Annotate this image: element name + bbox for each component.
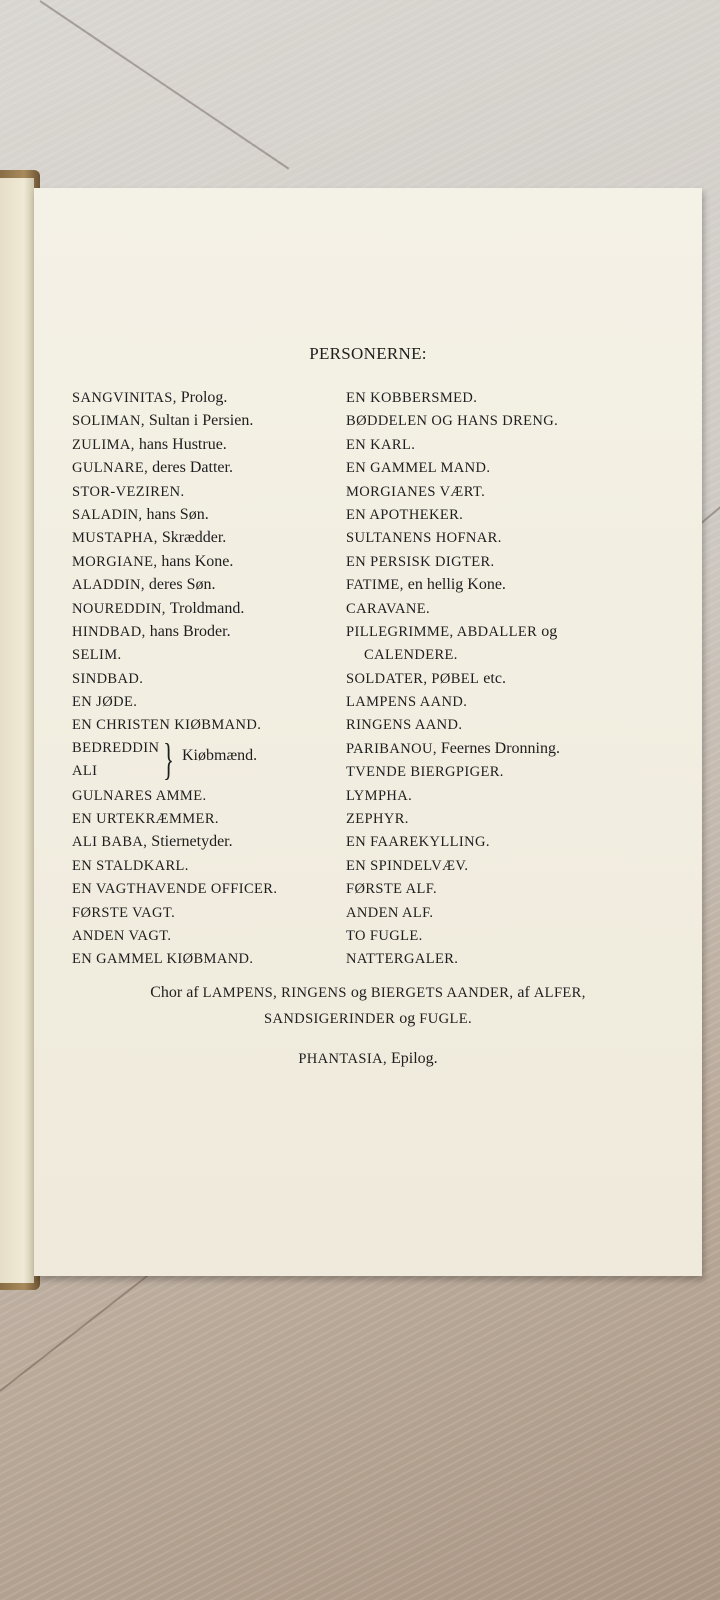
cast-entry [72,480,342,503]
character-name: EN SPINDELVÆV. [346,857,469,874]
cast-entry [346,830,696,853]
curly-brace: } [163,734,174,784]
character-name: ALI [72,763,98,780]
cast-entry [346,433,696,456]
cast-entry [346,526,696,549]
character-name: PILLEGRIMME, ABDALLER [346,623,538,640]
cast-entry [346,713,696,736]
cast-entry [72,924,342,947]
character-name: PARIBANOU, [346,740,437,757]
cast-entry [346,924,696,947]
cast-entry [72,409,342,432]
cast-entry [346,409,696,432]
character-name: EN FAAREKYLLING. [346,834,490,851]
character-description: deres Søn. [148,576,216,594]
character-description: Troldmand. [169,599,245,617]
character-name: STOR-VEZIREN. [72,483,185,500]
character-name: NOUREDDIN, [72,600,166,617]
cast-entry [72,456,342,479]
cast-entry [72,830,342,853]
character-name: BØDDELEN OG HANS DRENG. [346,413,559,430]
character-name: ALI BABA, [72,834,148,851]
character-name: GULNARE, [72,460,149,477]
character-name: SINDBAD. [72,670,144,687]
cast-entry [72,667,342,690]
character-name: SULTANENS HOFNAR. [346,530,502,547]
cast-entry [72,947,342,970]
cast-entry [72,784,342,807]
character-name: ZULIMA, [72,436,135,453]
character-name: ANDEN ALF. [346,904,434,921]
cast-entry [72,573,342,596]
character-name: EN GAMMEL MAND. [346,460,491,477]
character-name: EN URTEKRÆMMER. [72,811,219,828]
character-name: EN CHRISTEN KIØBMAND. [72,717,262,734]
character-name: SOLDATER, PØBEL [346,670,480,687]
character-name: SALADIN, [72,506,143,523]
cast-entry [72,877,342,900]
cast-entry [346,947,696,970]
book-page [34,188,702,1276]
cast-entry [72,854,342,877]
character-name: BEDREDDIN [72,739,160,756]
character-name: EN GAMMEL KIØBMAND. [72,951,254,968]
page-title: PERSONERNE: [309,344,427,363]
cast-entry [346,480,696,503]
cast-entry [346,386,696,409]
character-name: EN VAGTHAVENDE OFFICER. [72,881,278,898]
left-page-edge [0,178,34,1283]
cast-entry [346,620,696,643]
character-name: LYMPHA. [346,787,413,804]
cast-entry [346,877,696,900]
cast-entry [346,760,696,783]
cast-entry [72,807,342,830]
floor-seam [39,0,289,169]
character-description: Stiernetyder. [151,833,233,851]
character-name: EN PERSISK DIGTER. [346,553,495,570]
character-name: EN JØDE. [72,694,138,711]
character-description: hans Søn. [146,505,209,523]
cast-entry [72,713,342,736]
cast-entry [72,526,342,549]
character-name: NATTERGALER. [346,951,459,968]
cast-entry [72,550,342,573]
character-name: EN KOBBERSMED. [346,390,478,406]
epilog-line: PHANTASIA, Epilog. [298,1050,438,1067]
cast-entry [72,901,342,924]
brace-group [72,734,342,784]
cast-entry [346,667,696,690]
cast-entry [346,550,696,573]
cast-entry [346,784,696,807]
cast-entry [346,597,696,620]
character-name: SELIM. [72,647,122,664]
cast-entry [346,854,696,877]
cast-entry [346,573,696,596]
cast-entry [72,503,342,526]
cast-entry [346,643,696,666]
cast-entry [72,386,342,409]
cast-entry [346,503,696,526]
cast-entry [346,807,696,830]
cast-entry [346,456,696,479]
character-name: RINGENS AAND. [346,717,463,734]
character-name: TO FUGLE. [346,927,423,944]
character-name: MORGIANES VÆRT. [346,483,486,500]
character-description: Skrædder. [161,529,227,547]
cast-entry [346,901,696,924]
character-name: SOLIMAN, [72,413,145,430]
character-name: ALADDIN, [72,577,145,594]
character-description: hans Kone. [161,552,234,570]
cast-entry [346,737,696,760]
character-name: ANDEN VAGT. [72,928,172,944]
character-name: TVENDE BIERGPIGER. [346,764,504,781]
character-name: FATIME, [346,577,404,594]
character-name: CARAVANE. [346,600,431,617]
character-name: ZEPHYR. [346,811,409,828]
character-description: hans Broder. [149,622,231,640]
character-name: EN KARL. [346,436,416,453]
character-description: og [541,622,558,640]
character-name: MUSTAPHA, [72,530,158,547]
character-name: CALENDERE. [364,647,458,664]
character-name: FØRSTE VAGT. [72,904,176,921]
character-description: deres Datter. [152,459,233,477]
character-name: LAMPENS AAND. [346,694,468,711]
cast-entry [72,433,342,456]
character-name: FØRSTE ALF. [346,881,438,898]
cast-entry [72,597,342,620]
character-description: Sultan i Persien. [148,412,254,430]
character-description: Kiøbmænd. [182,746,258,764]
character-name: EN APOTHEKER. [346,506,464,523]
character-description: hans Hustrue. [138,435,227,453]
cast-entry [346,690,696,713]
character-name: MORGIANE, [72,553,158,570]
cast-list-right [346,386,696,971]
cast-entry [72,643,342,666]
character-name: SANGVINITAS, [72,390,177,406]
character-name: HINDBAD, [72,623,146,640]
character-description: Feernes Dronning. [440,739,560,757]
character-name: GULNARES AMME. [72,787,207,804]
character-description: Prolog. [180,389,228,406]
character-description: en hellig Kone. [407,576,506,594]
cast-entry [72,620,342,643]
cast-list-left [72,386,342,971]
character-description: etc. [483,669,506,687]
cast-entry [72,690,342,713]
chorus-line: Chor af LAMPENS, RINGENS og BIERGETS AANDER, af ALFER, SANDSIGERINDER og FUGLE. [150,984,586,1027]
character-name: EN STALDKARL. [72,857,189,874]
